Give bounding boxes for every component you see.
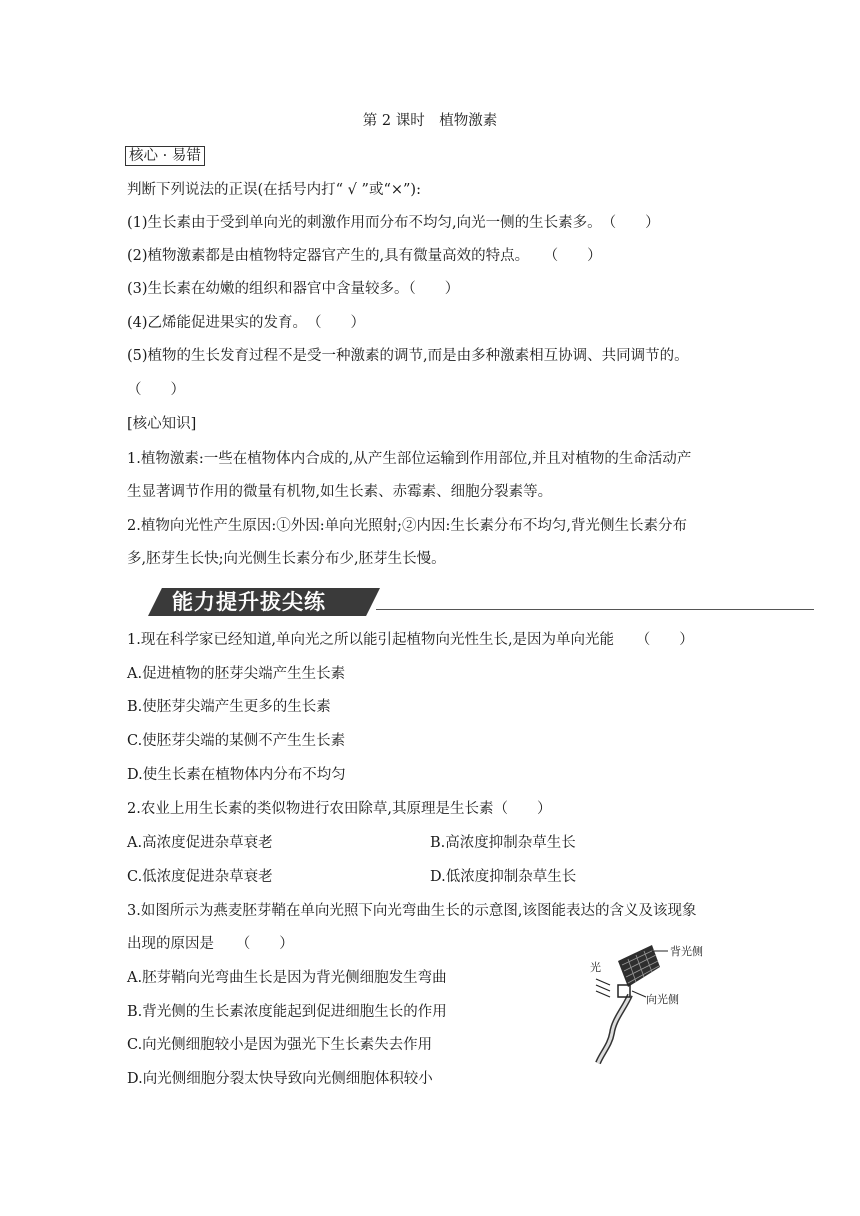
answer-option: C.低浓度促进杂草衰老 bbox=[127, 869, 273, 885]
answer-option: C.向光侧细胞较小是因为强光下生长素失去作用 bbox=[127, 1037, 433, 1053]
judgment-item: (2)植物激素都是由植物特定器官产生的,具有微量高效的特点。 （ ） bbox=[127, 248, 602, 264]
answer-option: B.高浓度抑制杂草生长 bbox=[430, 835, 576, 851]
question-stem: 出现的原因是 （ ） bbox=[127, 936, 294, 952]
instruction-text: 判断下列说法的正误(在括号内打“ √ ”或“×”): bbox=[127, 182, 421, 198]
banner-title: 能力提升拔尖练 bbox=[172, 590, 326, 614]
answer-option: D.向光侧细胞分裂太快导致向光侧细胞体积较小 bbox=[127, 1071, 433, 1087]
answer-option: D.低浓度抑制杂草生长 bbox=[430, 869, 577, 885]
light-side-leader bbox=[632, 991, 646, 997]
back-side-label: 背光侧 bbox=[670, 945, 703, 958]
coleoptile-figure bbox=[584, 937, 724, 1067]
judgment-item: (3)生长素在幼嫩的组织和器官中含量较多。（ ） bbox=[127, 281, 460, 297]
core-knowledge-heading: [核心知识] bbox=[127, 416, 197, 432]
answer-option: D.使生长素在植物体内分布不均匀 bbox=[127, 767, 346, 783]
core-knowledge-line: 1.植物激素:一些在植物体内合成的,从产生部位运输到作用部位,并且对植物的生命活动产 bbox=[127, 451, 692, 467]
answer-option: A.促进植物的胚芽尖端产生生长素 bbox=[127, 666, 346, 682]
question-stem: 1.现在科学家已经知道,单向光之所以能引起植物向光性生长,是因为单向光能 （ ） bbox=[127, 632, 694, 648]
page-title: 第 2 课时 植物激素 bbox=[362, 113, 498, 129]
coleoptile-stem-inner bbox=[598, 995, 630, 1063]
light-label: 光 bbox=[590, 961, 601, 974]
answer-option: B.背光侧的生长素浓度能起到促进细胞生长的作用 bbox=[127, 1004, 447, 1020]
question-stem: 3.如图所示为燕麦胚芽鞘在单向光照下向光弯曲生长的示意图,该图能表达的含义及该现象 bbox=[127, 903, 697, 919]
answer-option: A.高浓度促进杂草衰老 bbox=[127, 835, 273, 851]
answer-option: B.使胚芽尖端产生更多的生长素 bbox=[127, 699, 331, 715]
section-label-boxed: 核心 · 易错 bbox=[125, 146, 205, 166]
section-banner bbox=[148, 588, 668, 618]
judgment-item: (1)生长素由于受到单向光的刺激作用而分布不均匀,向光一侧的生长素多。 （ ） bbox=[127, 215, 660, 231]
judgment-item: (4)乙烯能促进果实的发育。 （ ） bbox=[127, 315, 366, 331]
core-knowledge-line: 2.植物向光性产生原因:①外因:单向光照射;②内因:生长素分布不均匀,背光侧生长素分布 bbox=[127, 518, 687, 534]
judgment-item-blank: （ ） bbox=[127, 382, 185, 398]
light-side-label: 向光侧 bbox=[646, 993, 679, 1006]
banner-rule bbox=[376, 609, 814, 610]
core-knowledge-line: 生显著调节作用的微量有机物,如生长素、赤霉素、细胞分裂素等。 bbox=[127, 484, 553, 500]
judgment-item: (5)植物的生长发育过程不是受一种激素的调节,而是由多种激素相互协调、共同调节的。 bbox=[127, 348, 689, 364]
core-knowledge-line: 多,胚芽生长快;向光侧生长素分布少,胚芽生长慢。 bbox=[127, 551, 446, 567]
light-arrows-icon bbox=[596, 979, 610, 997]
answer-option: C.使胚芽尖端的某侧不产生生长素 bbox=[127, 733, 346, 749]
question-stem: 2.农业上用生长素的类似物进行农田除草,其原理是生长素（ ） bbox=[127, 801, 552, 817]
answer-option: A.胚芽鞘向光弯曲生长是因为背光侧细胞发生弯曲 bbox=[127, 970, 447, 986]
